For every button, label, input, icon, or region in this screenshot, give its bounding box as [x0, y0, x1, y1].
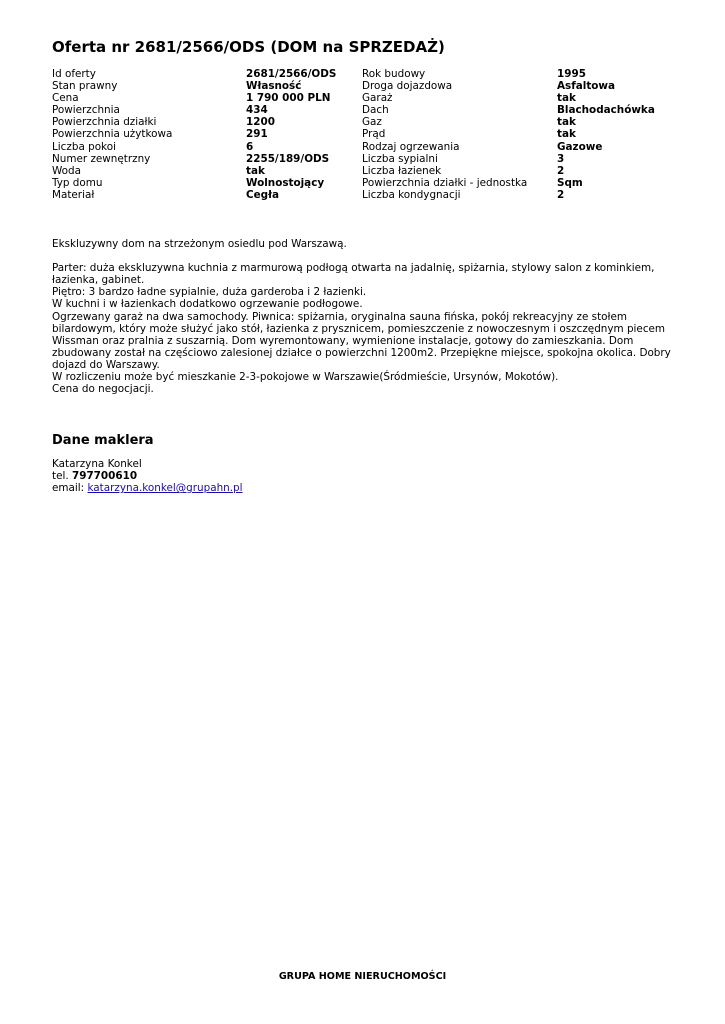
agent-phone-label: tel.: [52, 470, 69, 483]
description-paragraph: W kuchni i w łazienkach dodatkowo ogrzewanie podłogowe.: [52, 298, 363, 311]
agent-email-label: email:: [52, 482, 85, 495]
detail-label: Gaz: [362, 116, 382, 129]
detail-label: Rok budowy: [362, 68, 426, 80]
detail-label: Rodzaj ogrzewania: [362, 140, 460, 153]
detail-value: 291: [246, 128, 268, 141]
page-title: Oferta nr 2681/2566/ODS (DOM na SPRZEDAŻ): [52, 38, 445, 56]
details-row: [52, 68, 672, 80]
detail-label: Woda: [52, 164, 81, 177]
detail-label: Powierzchnia działki: [52, 116, 157, 129]
detail-label: Dach: [362, 104, 389, 117]
detail-label: Typ domu: [52, 176, 103, 189]
detail-value: 434: [246, 104, 268, 117]
detail-label: Powierzchnia: [52, 104, 120, 117]
detail-label: Numer zewnętrzny: [52, 152, 151, 165]
detail-label: Cena: [52, 92, 79, 105]
detail-label: Liczba łazienek: [362, 164, 442, 177]
agent-contact: [52, 458, 243, 494]
offer-details-table: [52, 68, 672, 201]
detail-value: 1 790 000 PLN: [246, 92, 331, 105]
detail-value: Cegła: [246, 188, 279, 201]
detail-value: tak: [246, 164, 265, 177]
agent-email-link[interactable]: katarzyna.konkel@grupahn.pl: [87, 482, 243, 495]
details-row: [52, 92, 672, 104]
agent-phone: 797700610: [71, 470, 138, 483]
detail-value: 2255/189/ODS: [246, 152, 330, 165]
detail-label: Liczba pokoi: [52, 140, 116, 153]
detail-value: tak: [557, 92, 576, 105]
detail-label: Powierzchnia działki - jednostka: [362, 176, 528, 189]
details-row: [52, 153, 672, 165]
agent-name: Katarzyna Konkel: [52, 458, 142, 470]
detail-value: 2: [557, 164, 565, 177]
details-row: [52, 128, 672, 140]
detail-label: Id oferty: [52, 68, 96, 80]
detail-label: Liczba sypialni: [362, 152, 438, 165]
description-paragraph: Piętro: 3 bardzo ładne sypialnie, duża garderoba i 2 łazienki.: [52, 286, 367, 299]
detail-label: Stan prawny: [52, 80, 118, 93]
detail-label: Garaż: [362, 92, 393, 105]
details-row: [52, 80, 672, 92]
details-row: [52, 116, 672, 128]
detail-label: Prąd: [362, 128, 386, 141]
detail-label: Powierzchnia użytkowa: [52, 128, 173, 141]
detail-label: Materiał: [52, 188, 95, 201]
detail-value: 1995: [557, 68, 586, 80]
agent-email-line: [52, 482, 243, 494]
details-row: [52, 189, 672, 201]
agent-phone-line: [52, 470, 243, 482]
description-paragraph: W rozliczeniu może być mieszkanie 2-3-pokojowe w Warszawie(Śródmieście, Ursynów, Mokotów).: [52, 371, 559, 384]
detail-value: 2: [557, 188, 565, 201]
footer-company-name: GRUPA HOME NIERUCHOMOŚCI: [278, 971, 447, 982]
detail-value: Wolnostojący: [246, 176, 325, 189]
detail-value: 6: [246, 140, 254, 153]
description-intro: Ekskluzywny dom na strzeżonym osiedlu pod Warszawą.: [52, 238, 347, 250]
detail-label: Liczba kondygnacji: [362, 188, 461, 201]
detail-value: Asfaltowa: [557, 80, 616, 93]
details-row: [52, 165, 672, 177]
agent-section-heading: Dane maklera: [52, 433, 154, 448]
description-body: [52, 262, 682, 395]
detail-value: tak: [557, 116, 576, 129]
details-row: [52, 141, 672, 153]
detail-value: 1200: [246, 116, 275, 129]
detail-value: Własność: [246, 80, 302, 93]
description-paragraph: Cena do negocjacji.: [52, 383, 154, 396]
details-row: [52, 104, 672, 116]
description-paragraph: Parter: duża ekskluzywna kuchnia z marmurową podłogą otwarta na jadalnię, spiżarnia, stylowy salon z kominkiem, łazienka, gabinet.: [52, 262, 655, 287]
detail-value: Sqm: [557, 176, 583, 189]
detail-label: Droga dojazdowa: [362, 80, 453, 93]
description-paragraph: Ogrzewany garaż na dwa samochody. Piwnica: spiżarnia, oryginalna sauna fińska, pokój rekreacyjny ze stołem bilardowym, który może służyć jako stół, łazienka z prysznicem, pomieszczenie z nowoczesnym i oszczędnym piecem Wissman oraz pralnia z suszarnią. Dom wyremontowany, wymienione instalacje, gotowy do zamieszkania. Dom zbudowany został na częściowo zalesionej działce o powierzchni 1200m2. Przepiękne miejsce, spokojna okolica. Dobry dojazd do Warszawy.: [52, 310, 671, 371]
detail-value: 3: [557, 152, 565, 165]
details-row: [52, 177, 672, 189]
offer-description: [52, 238, 682, 395]
detail-value: Gazowe: [557, 140, 603, 153]
detail-value: Blachodachówka: [557, 104, 655, 117]
detail-value: tak: [557, 128, 576, 141]
detail-value: 2681/2566/ODS: [246, 68, 337, 80]
